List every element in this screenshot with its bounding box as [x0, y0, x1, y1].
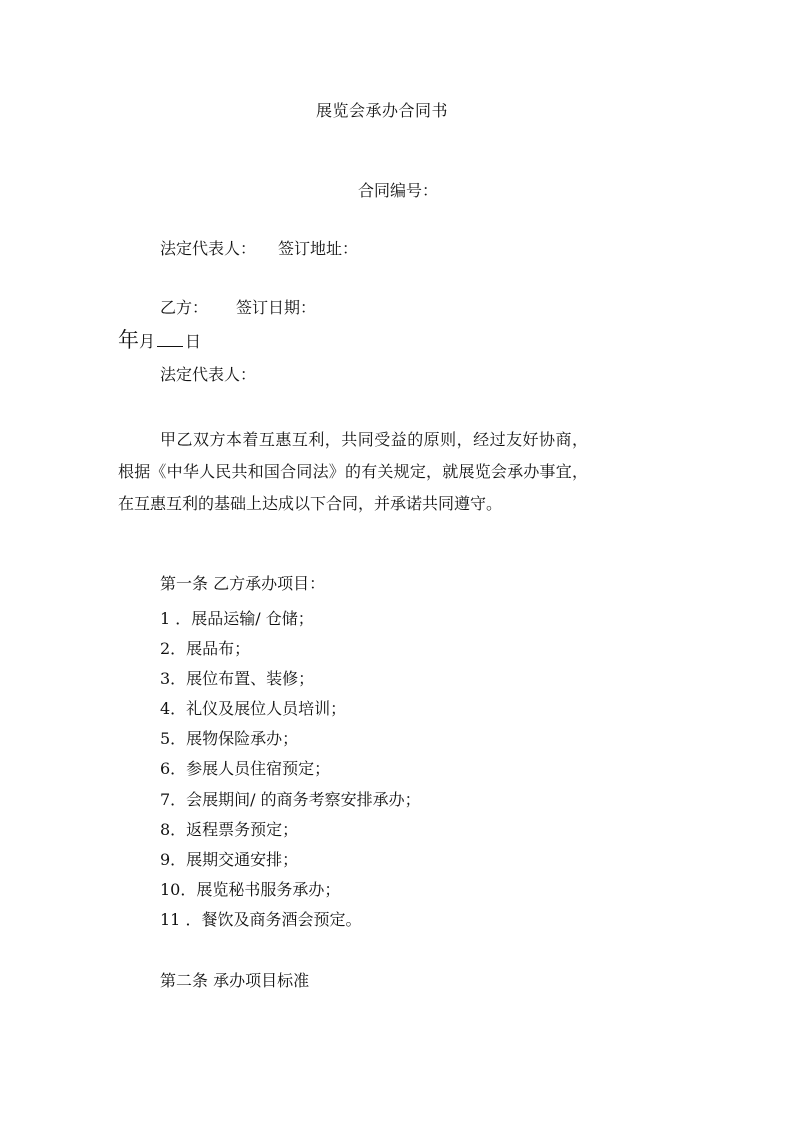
intro-paragraph: 甲乙双方本着互惠互利，共同受益的原则，经过友好协商，根据《中华人民共和国合同法》的有关规定，就展览会承办事宜，在互惠互利的基础上达成以下合同，并承诺共同遵守。 — [118, 430, 588, 513]
article-one-heading: 第一条 乙方承办项目： — [160, 574, 326, 593]
document-title: 展览会承办合同书 — [316, 101, 449, 120]
list-item: 8．返程票务预定； — [160, 819, 299, 839]
date-day-blank — [157, 346, 183, 347]
sign-address-label: 签订地址： — [278, 239, 359, 258]
date-day-label: 日 — [185, 332, 202, 351]
party-b-representative-label: 法定代表人： — [160, 365, 257, 384]
list-item: 5．展物保险承办； — [160, 729, 299, 749]
article-two-heading: 第二条 承办项目标准 — [160, 971, 310, 990]
party-b-info-row — [160, 300, 316, 316]
list-item: 3．展位布置、装修； — [160, 669, 315, 689]
party-a-info-row — [160, 241, 358, 257]
list-item: 11 ．餐饮及商务酒会预定。 — [160, 909, 362, 929]
date-month-label: 月 — [139, 332, 156, 351]
date-year-label: 年 — [118, 328, 139, 352]
contract-number-label: 合同编号： — [358, 181, 439, 200]
list-item: 4．礼仪及展位人员培训； — [160, 699, 347, 719]
list-item: 10．展览秘书服务承办； — [160, 879, 341, 899]
list-item: 2．展品布； — [160, 639, 251, 659]
list-item: 1 ．展品运输/ 仓储； — [160, 609, 314, 628]
party-b-label: 乙方： — [160, 298, 209, 317]
list-item: 7．会展期间/ 的商务考察安排承办； — [160, 789, 421, 809]
sign-date-line — [118, 330, 201, 351]
party-a-representative-label: 法定代表人： — [160, 239, 257, 258]
list-item: 9．展期交通安排； — [160, 849, 299, 869]
article-one-item-list — [160, 604, 421, 935]
list-item: 6．参展人员住宿预定； — [160, 759, 331, 779]
sign-date-label: 签订日期： — [236, 298, 317, 317]
